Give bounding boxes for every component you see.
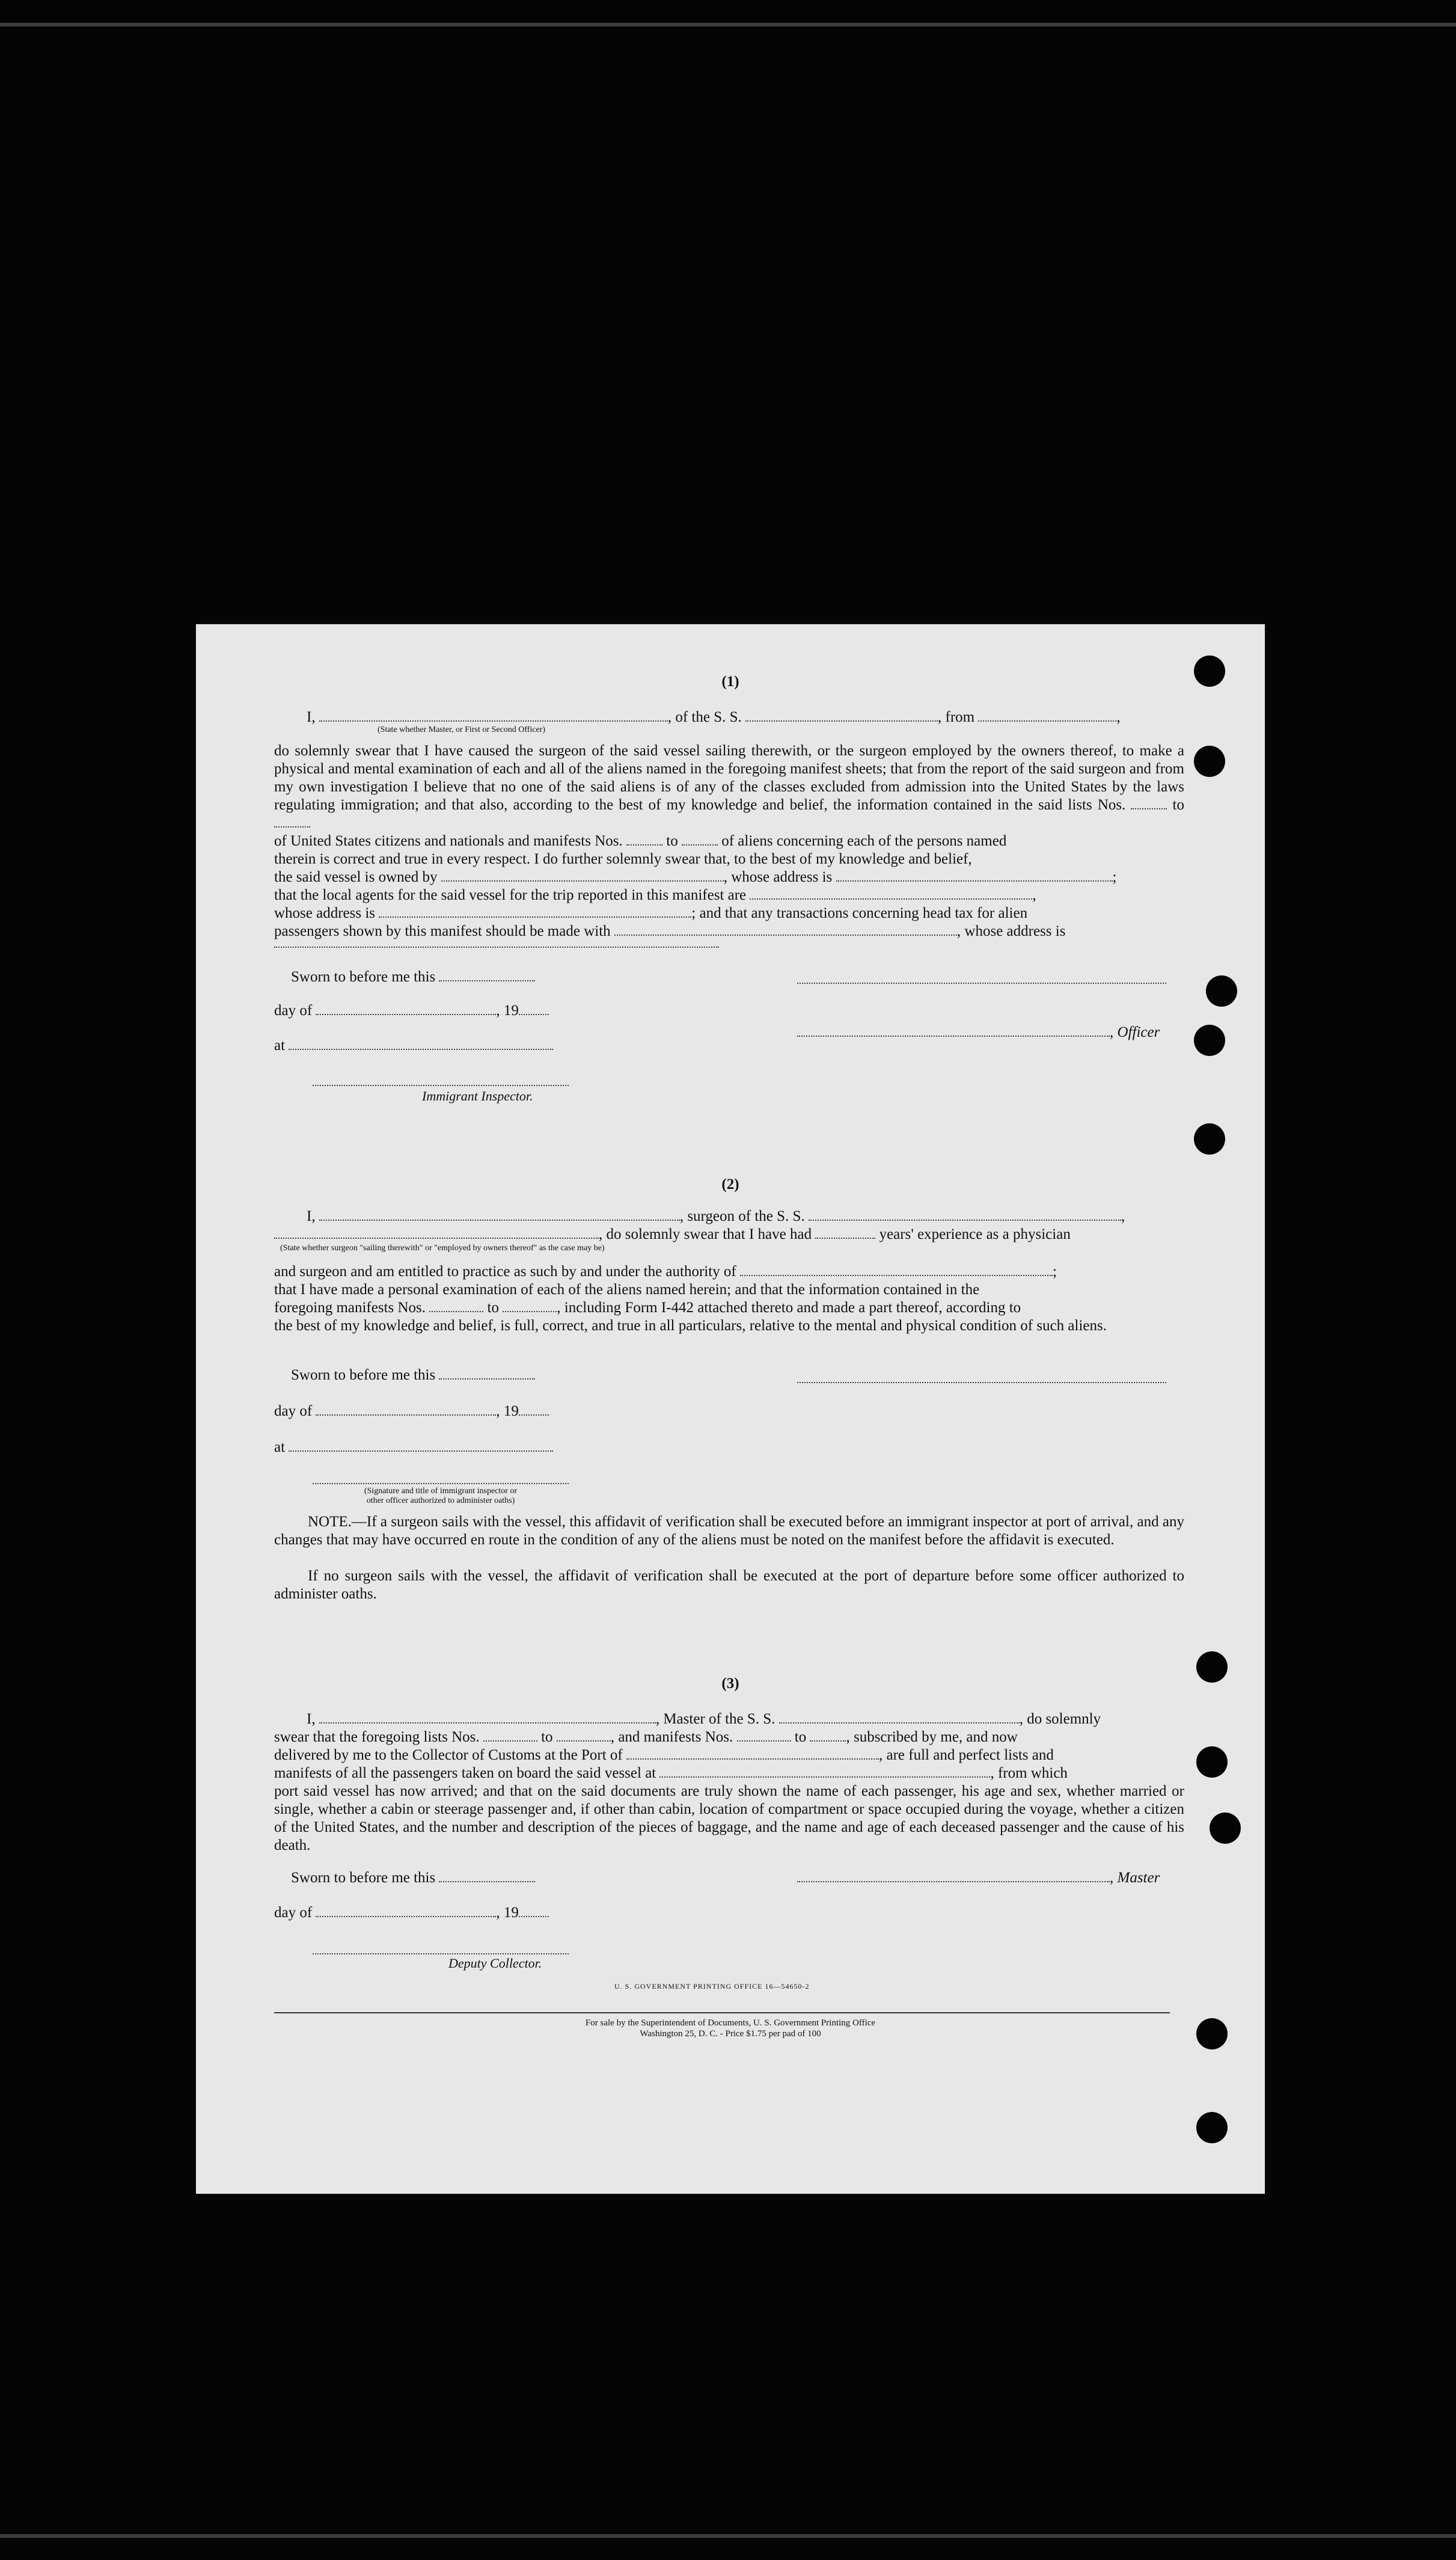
section-1-oath-line: I, , of the S. S. , from , — [307, 709, 1121, 725]
officer-hint: (State whether Master, or First or Second Officer) — [378, 725, 546, 734]
year-field — [519, 1904, 549, 1917]
master-name-field — [319, 1710, 656, 1724]
sworn-text: Sworn to before me this — [291, 969, 436, 985]
footer-rule — [274, 2012, 1170, 2013]
subscribed-text: , subscribed by me, and now — [846, 1729, 1018, 1745]
sworn-line-2 — [291, 1366, 535, 1384]
punch-hole — [1206, 975, 1237, 1007]
day-of-line-3 — [274, 1904, 549, 1922]
manifests-to-field — [503, 1299, 557, 1312]
section-3-number: (3) — [721, 1675, 739, 1692]
to-label: to — [794, 1729, 807, 1745]
delivered-line — [274, 1746, 1054, 1764]
at-text: at — [274, 1037, 286, 1054]
punch-hole — [1210, 1813, 1241, 1844]
officer-title-field — [797, 1024, 1110, 1037]
agents-field — [750, 886, 1032, 900]
head-tax-address-field — [274, 945, 719, 948]
oath-i-label: I, — [307, 1208, 316, 1224]
surgeon-signature-field — [797, 1381, 1166, 1383]
punch-hole — [1194, 1123, 1225, 1155]
sworn-text: Sworn to before me this — [291, 1367, 436, 1383]
year-field — [519, 1002, 549, 1015]
section-1-body-text: do solemnly swear that I have caused the surgeon of the said vessel sailing therewith, or the surgeon employed by the owners thereof, to make a physical and mental examination of each and all of the aliens named in the foregoing manifest sheets; that from the report of the said surgeon and from my own investigation I believe that no one of the said aliens is of any of the classes excluded from admission into the United States by the laws regulating immigration; and that also, according to the best of my knowledge and belief, the information contained in the said lists Nos. — [274, 743, 1184, 813]
foregoing-text: foregoing manifests Nos. — [274, 1300, 426, 1316]
swear-text: , do solemnly swear that I have had — [599, 1226, 812, 1242]
manifests-end-text: of aliens concerning each of the persons named — [721, 833, 1007, 849]
taken-on-board-line — [274, 1764, 1068, 1782]
note-para-2: If no surgeon sails with the vessel, the affidavit of verification shall be executed at the port of departure before some officer authorized to administer oaths. — [274, 1568, 1184, 1602]
day-of-text: day of — [274, 1403, 313, 1419]
authority-text: and surgeon and am entitled to practice as such by and under the authority of — [274, 1263, 736, 1280]
signature-hint — [313, 1487, 569, 1506]
section-2-oath-line: I, , surgeon of the S. S. , — [307, 1208, 1125, 1224]
year-prefix: , 19 — [496, 1403, 519, 1419]
head-tax-text: ; and that any transactions concerning head tax for alien — [691, 905, 1028, 921]
embark-port-field — [659, 1764, 990, 1778]
manifests-text: , and manifests Nos. — [610, 1729, 733, 1745]
signature-hint-line-2: other officer authorized to administer oaths) — [366, 1496, 515, 1505]
signature-hint-line-1: (Signature and title of immigrant inspector or — [364, 1487, 518, 1496]
manifest-oath-page — [196, 624, 1265, 2194]
vessel-name-field — [779, 1710, 1020, 1724]
manifests-to-field — [682, 832, 718, 846]
head-tax-contact-field — [614, 922, 957, 936]
to-label: to — [541, 1729, 553, 1745]
authority-line: and surgeon and am entitled to practice as such by and under the authority of ; — [274, 1263, 1057, 1280]
to-label: to — [487, 1300, 499, 1316]
taken-text: manifests of all the passengers taken on board the said vessel at — [274, 1765, 656, 1781]
manifests-text: of United States citizens and nationals and manifests Nos. — [274, 833, 623, 849]
to-label: to — [666, 833, 678, 849]
sworn-line-3 — [291, 1869, 535, 1887]
at-text: at — [274, 1439, 286, 1455]
manifests-to-field — [810, 1728, 846, 1742]
immigrant-inspector-label: Immigrant Inspector. — [422, 1088, 533, 1104]
owner-field — [441, 868, 724, 882]
master-signature-field — [797, 1869, 1110, 1882]
oath-i-label: I, — [307, 1711, 316, 1727]
surgeon-hint: (State whether surgeon "sailing therewith" or "employed by owners thereof" as the case may be) — [280, 1244, 605, 1253]
vessel-name-field — [745, 708, 938, 722]
section-2-number: (2) — [721, 1176, 739, 1193]
scan-edge-bottom — [0, 2534, 1456, 2538]
whose-address-text: , whose address is — [723, 869, 833, 885]
day-of-text: day of — [274, 1002, 313, 1019]
foregoing-manifests-line — [274, 1299, 1021, 1317]
section-1-number: (1) — [721, 674, 739, 690]
footer-line-1: For sale by the Superintendent of Documents, U. S. Government Printing Office — [585, 2018, 876, 2028]
master-label: , Master — [1110, 1870, 1160, 1886]
lists-from-field — [483, 1728, 537, 1742]
at-line-2 — [274, 1438, 553, 1456]
footer-line-2: Washington 25, D. C. - Price $1.75 per pad of 100 — [640, 2029, 821, 2039]
oath-i-label: I, — [307, 709, 316, 725]
of-ss-label: , of the S. S. — [667, 709, 742, 725]
surgeon-status-field — [274, 1226, 599, 1239]
officer-label: , Officer — [1110, 1024, 1160, 1040]
from-which-text: , from which — [990, 1765, 1068, 1781]
manifests-from-field — [626, 832, 662, 846]
swear-years-line — [274, 1226, 1071, 1244]
owner-address-field — [836, 868, 1113, 882]
day-of-line-2 — [274, 1402, 549, 1420]
sworn-day-field — [439, 968, 535, 981]
delivered-text: delivered by me to the Collector of Customs at the Port of — [274, 1747, 623, 1763]
section-3-body: port said vessel has now arrived; and that on the said documents are truly shown the name of each passenger, his age and sex, whether married or single, whether a cabin or steerage passenger and, if other than cabin, location of compartment or space occupied during the voyage, whether a citizen of the United States, and the number and description of the pieces of baggage, and the name and age of each deceased passenger and the cause of his death. — [274, 1783, 1184, 1853]
at-place-field — [289, 1438, 553, 1452]
including-text: , including Form I-442 attached thereto and made a part thereof, according to — [557, 1300, 1021, 1316]
punch-hole — [1194, 1025, 1225, 1056]
sworn-line-1 — [291, 968, 535, 986]
punch-hole — [1194, 746, 1225, 777]
at-line-1 — [274, 1037, 553, 1055]
knowledge-para: the best of my knowledge and belief, is full, correct, and true in all particulars, relative to the mental and physical condition of such aliens. — [274, 1318, 1107, 1334]
deputy-collector-label: Deputy Collector. — [448, 1956, 542, 1971]
to-label: to — [1172, 797, 1184, 813]
surgeon-name-field — [319, 1208, 680, 1221]
solemnly-text: , do solemnly — [1019, 1711, 1101, 1727]
lists-line — [274, 1728, 1018, 1746]
master-of-text: , Master of the S. S. — [655, 1711, 775, 1727]
authority-field — [740, 1263, 1053, 1276]
port-from-field — [978, 708, 1116, 722]
whose-address-text: whose address is — [274, 905, 376, 921]
sworn-day-field — [439, 1869, 535, 1882]
punch-hole — [1196, 2112, 1228, 2143]
section-1-body — [274, 742, 1184, 832]
officer-signature-field — [797, 981, 1166, 984]
at-place-field — [289, 1037, 553, 1050]
day-of-line-1 — [274, 1002, 549, 1020]
punch-hole — [1196, 1746, 1228, 1778]
full-lists-text: , are full and perfect lists and — [879, 1747, 1054, 1763]
lists-from-field — [1131, 796, 1167, 809]
section-1-manifests-line — [274, 832, 1006, 850]
sworn-text: Sworn to before me this — [291, 1870, 436, 1886]
manifests-from-field — [429, 1299, 483, 1312]
owned-by-line: the said vessel is owned by , whose address is ; — [274, 869, 1117, 885]
lists-text: swear that the foregoing lists Nos. — [274, 1729, 480, 1745]
month-field — [316, 1002, 496, 1015]
inspector-signature-field — [313, 1482, 569, 1484]
owned-by-text: the said vessel is owned by — [274, 869, 438, 885]
agents-address-line — [274, 904, 1027, 922]
surgeon-of-text: , surgeon of the S. S. — [679, 1208, 805, 1224]
years-exp-text: years' experience as a physician — [879, 1226, 1071, 1242]
lists-to-field — [557, 1728, 611, 1742]
agents-address-field — [379, 904, 691, 918]
scan-edge-top — [0, 23, 1456, 26]
section-1-correct-line: therein is correct and true in every respect. I do further solemnly swear that, to the best of my knowledge and belief, — [274, 851, 972, 867]
month-field — [316, 1402, 496, 1416]
officer-name-field — [319, 708, 668, 722]
local-agents-line: that the local agents for the said vessel for the trip reported in this manifest are , — [274, 887, 1036, 903]
printing-office-label: U. S. GOVERNMENT PRINTING OFFICE 16—54650-2 — [614, 1982, 810, 1991]
passengers-text: passengers shown by this manifest should be made with — [274, 923, 611, 939]
vessel-name-field — [809, 1208, 1121, 1221]
whose-address-text: , whose address is — [956, 923, 1066, 939]
examination-line: that I have made a personal examination of each of the aliens named herein; and that the information contained in the — [274, 1282, 980, 1298]
master-line — [797, 1869, 1160, 1887]
years-field — [815, 1226, 875, 1239]
officer-line — [797, 1024, 1160, 1042]
note-para-1: NOTE.—If a surgeon sails with the vessel, this affidavit of verification shall be executed before an immigrant inspector at port of arrival, and any changes that may have occurred en route in the condition of any of the aliens must be noted on the manifest before the affidavit is executed. — [274, 1514, 1184, 1548]
local-agents-text: that the local agents for the said vessel for the trip reported in this manifest are — [274, 887, 747, 903]
year-prefix: , 19 — [496, 1002, 519, 1019]
lists-to-field — [274, 814, 310, 827]
year-prefix: , 19 — [496, 1905, 519, 1921]
sworn-day-field — [439, 1366, 535, 1380]
section-3-oath-line — [307, 1710, 1101, 1728]
passengers-line — [274, 922, 1065, 941]
manifests-from-field — [737, 1728, 791, 1742]
month-field — [316, 1904, 496, 1917]
day-of-text: day of — [274, 1905, 313, 1921]
port-field — [626, 1746, 879, 1760]
inspector-signature-field — [313, 1084, 569, 1086]
from-label: , from — [938, 709, 975, 725]
year-field — [519, 1402, 549, 1416]
